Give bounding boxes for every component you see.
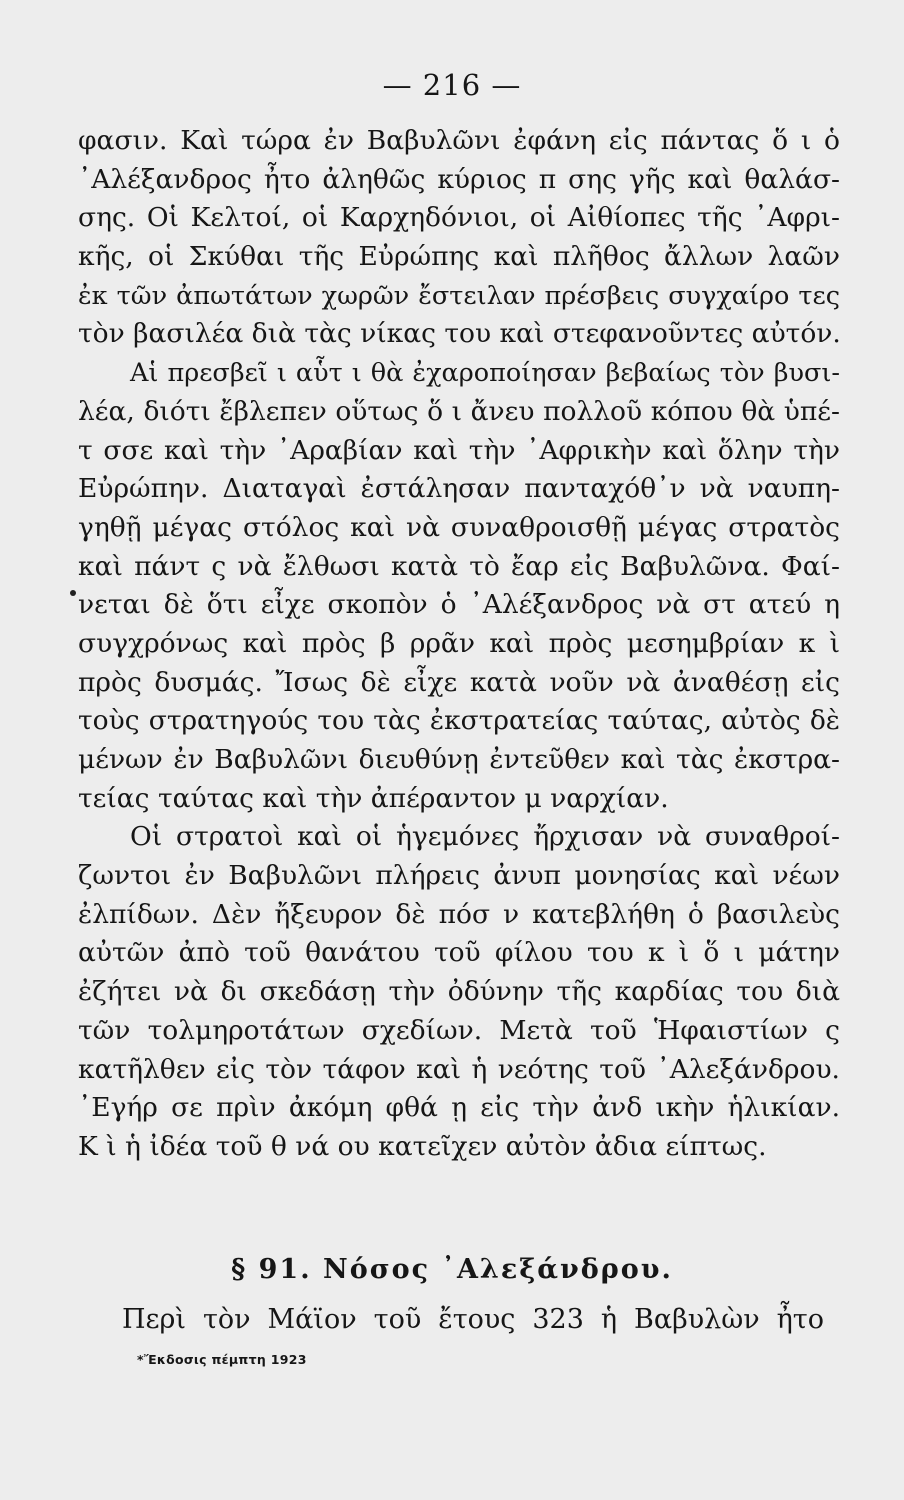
text-line: λέα, διότι ἔβλεπεν οὕτως ὅ ι ἄνευ πολλοῦ κόπου θὰ ὑπέ- xyxy=(78,395,840,427)
text-line: κατῆλθεν εἰς τὸν τάφον καὶ ἡ νεότης τοῦ ᾿Αλεξάνδρου. xyxy=(78,1053,840,1085)
text-line: ἐκ τῶν ἀπωτάτων χωρῶν ἔστειλαν πρέσβεις συγχαίρο τες xyxy=(78,280,840,311)
text-line: Κ ὶ ἡ ἰδέα τοῦ θ νά ου κατεῖχεν αὐτὸν ἀδια είπτως. xyxy=(78,1130,767,1162)
text-line: νεται δὲ ὅτι εἶχε σκοπὸν ὁ ᾿Αλέξανδρος νὰ στ ατεύ η xyxy=(78,589,840,621)
text-line: τείας ταύτας καὶ τὴν ἀπέραντον μ ναρχίαν. xyxy=(78,782,669,814)
text-line: καὶ πάντ ς νὰ ἔλθωσι κατὰ τὸ ἔαρ εἰς Βαβυλῶνα. Φαί- xyxy=(78,550,840,582)
text-line: ζωντοι ἐν Βαβυλῶνι πλήρεις ἀνυπ μονησίας καὶ νέων xyxy=(78,860,840,892)
section-first-line: Περὶ τὸν Μάϊον τοῦ ἔτους 323 ἡ Βαβυλὼν ἦτο xyxy=(122,1304,824,1335)
text-line: ᾿Εγήρ σε πρὶν ἀκόμη φθά ῃ εἰς τὴν ἀνδ ικὴν ἡλικίαν. xyxy=(78,1092,840,1124)
body-text xyxy=(78,122,840,1167)
text-line: κῆς, οἱ Σκύθαι τῆς Εὐρώπης καὶ πλῆθος ἄλλων λαῶν xyxy=(78,241,840,273)
text-line: γηθῇ μέγας στόλος καὶ νὰ συναθροισθῇ μέγας στρατὸς xyxy=(78,511,840,543)
text-line: Εὐρώπην. Διαταγαὶ ἐστάλησαν πανταχόθ᾿ν νὰ ναυπη- xyxy=(78,473,840,505)
text-line: Οἱ στρατοὶ καὶ οἱ ἡγεμόνες ἤρχισαν νὰ συναθροί- xyxy=(130,821,840,853)
text-line: ᾿Αλέξανδρος ἦτο ἀληθῶς κύριος π σης γῆς καὶ θαλάσ- xyxy=(78,163,840,195)
text-line: ἐλπίδων. Δὲν ἤξευρον δὲ πόσ ν κατεβλήθη ὁ βασιλεὺς xyxy=(78,898,840,930)
text-line: τὸν βασιλέα διὰ τὰς νίκας του καὶ στεφανοῦντες αὐτόν. xyxy=(78,318,841,350)
text-line: σης. Οἱ Κελτοί, οἱ Καρχηδόνιοι, οἱ Αἰθίοπες τῆς ᾿Αφρι- xyxy=(78,202,840,234)
text-line: φασιν. Καὶ τώρα ἐν Βαβυλῶνι ἐφάνη εἰς πάντας ὅ ι ὁ xyxy=(78,125,840,156)
section-heading: § 91. Νόσος ᾿Αλεξάνδρου. xyxy=(231,1254,673,1285)
text-line: μένων ἐν Βαβυλῶνι διευθύνῃ ἐντεῦθεν καὶ τὰς ἐκστρα- xyxy=(78,744,840,775)
text-line: τῶν τολμηροτάτων σχεδίων. Μετὰ τοῦ Ἡφαιστίων ς xyxy=(78,1014,840,1046)
text-line: Αἱ πρεσβεῖ ι αὗτ ι θὰ ἐχαροποίησαν βεβαίως τὸν βυσι- xyxy=(130,358,840,389)
page-number: — 216 — xyxy=(382,68,522,102)
text-line: συγχρόνως καὶ πρὸς β ρρᾶν καὶ πρὸς μεσημβρίαν κ ὶ xyxy=(78,627,840,659)
text-line: τοὺς στρατηγούς του τὰς ἐκστρατείας ταύτας, αὐτὸς δὲ xyxy=(78,705,840,737)
margin-dot xyxy=(70,590,76,596)
text-line: πρὸς δυσμάς. Ἴσως δὲ εἶχε κατὰ νοῦν νὰ ἀναθέσῃ εἰς xyxy=(78,666,840,698)
edition-footnote: *Ἔκδοσις πέμπτη 1923 xyxy=(137,1352,307,1367)
text-line: τ σσε καὶ τὴν ᾿Αραβίαν καὶ τὴν ᾿Αφρικὴν καὶ ὅλην τὴν xyxy=(78,434,840,466)
text-line: αὐτῶν ἀπὸ τοῦ θανάτου τοῦ φίλου του κ ὶ ὅ ι μάτην xyxy=(78,937,840,969)
text-line: ἐζήτει νὰ δι σκεδάσῃ τὴν ὀδύνην τῆς καρδίας του διὰ xyxy=(78,976,840,1008)
